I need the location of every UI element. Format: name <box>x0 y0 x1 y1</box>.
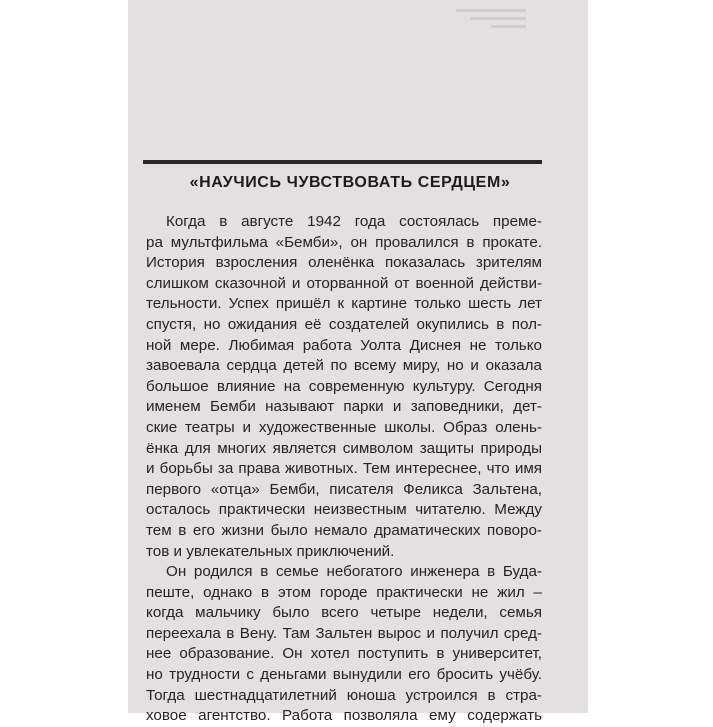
text-line: переехала в Вену. Там Зальтен вырос и получил сред- <box>146 624 542 642</box>
text-line: Он родился в семье небогатого инженера в Буда- <box>166 563 542 581</box>
text-line: завоевала сердца детей по всему миру, но и оказала <box>146 357 542 375</box>
bleed-through-text <box>456 4 526 52</box>
chapter-heading: «НАУЧИСЬ ЧУВСТВОВАТЬ СЕРДЦЕМ» <box>189 174 511 191</box>
text-line: слишком сказочной и оторванной от военной действи- <box>146 274 542 292</box>
text-line: и борьбы за права животных. Тем интереснее, что имя <box>146 460 542 478</box>
text-line: пеште, однако в этом городе практически не жил – <box>146 583 542 601</box>
text-line: осталось практически неизвестным читателю. Между <box>146 501 542 519</box>
text-line: нее образование. Он хотел поступить в университет, <box>146 645 542 663</box>
text-line: ские театры и художественные школы. Образ олень- <box>146 418 542 436</box>
text-line: большое влияние на современную культуру. Сегодня <box>146 377 542 395</box>
text-line: тов и увлекательных приключений. <box>146 542 395 560</box>
text-line: ра мультфильма «Бемби», он провалился в прокате. <box>146 233 542 251</box>
text-line: ёнка для многих является символом защиты природы <box>146 439 542 457</box>
text-line: История взросления оленёнка показалась зрителям <box>146 254 542 272</box>
text-line: первого «отца» Бемби, писателя Феликса Зальтена, <box>146 480 542 498</box>
text-line: Когда в августе 1942 года состоялась преме- <box>166 213 542 230</box>
text-line: тем в его жизни было немало драматических поворо- <box>146 521 542 539</box>
text-line: именем Бемби называют парки и заповедники, дет- <box>146 398 542 416</box>
text-line: но трудности с деньгами вынудили его бросить учёбу. <box>146 666 542 684</box>
body-text <box>146 212 542 727</box>
text-line: тельности. Успех пришёл к картине только шесть лет <box>146 295 542 313</box>
section-rule <box>143 160 542 164</box>
text-line: ховое агентство. Работа позволяла ему содержать <box>146 707 542 725</box>
text-line: ной мере. Любимая работа Уолта Диснея не только <box>146 336 542 354</box>
text-line: когда мальчику было всего четыре недели, семья <box>146 604 542 622</box>
book-page <box>128 0 588 725</box>
text-line: Тогда шестнадцатилетний юноша устроился в стра- <box>146 686 542 704</box>
text-line: спустя, но ожидания её создателей окупились в пол- <box>146 315 542 333</box>
